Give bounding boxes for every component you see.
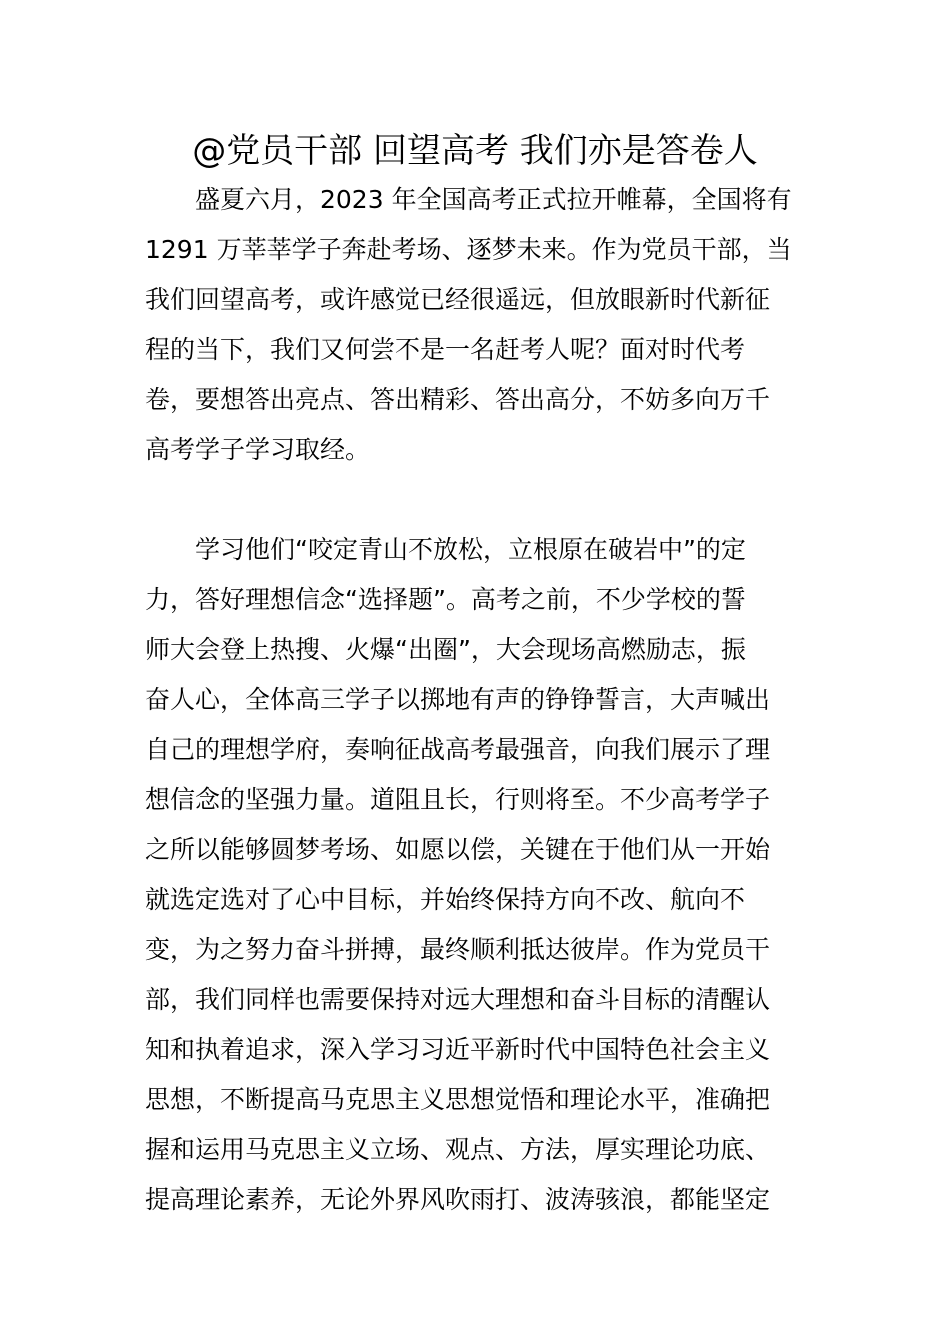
text-line: 我们回望高考，或许感觉已经很遥远，但放眼新时代新征: [145, 285, 771, 314]
document-title: @党员干部 回望高考 我们亦是答卷人: [192, 131, 758, 171]
text-line: 自己的理想学府，奏响征战高考最强音，向我们展示了理: [145, 735, 771, 764]
paragraph-text: [145, 175, 810, 475]
text-line: 程的当下，我们又何尝不是一名赶考人呢？面对时代考: [145, 335, 746, 364]
paragraph-1: [145, 175, 810, 475]
paragraph-2: [145, 525, 810, 1225]
text-line: 思想，不断提高马克思主义思想觉悟和理论水平，准确把: [145, 1085, 771, 1114]
text-line: 变，为之努力奋斗拼搏，最终顺利抵达彼岸。作为党员干: [145, 935, 771, 964]
text-line: 1291 万莘莘学子奔赴考场、逐梦未来。作为党员干部，当: [145, 235, 792, 264]
text-line: 之所以能够圆梦考场、如愿以偿，关键在于他们从一开始: [145, 835, 771, 864]
text-line: 提高理论素养，无论外界风吹雨打、波涛骇浪，都能坚定: [145, 1185, 771, 1214]
text-line: 高考学子学习取经。: [145, 435, 371, 464]
text-line: 握和运用马克思主义立场、观点、方法，厚实理论功底、: [145, 1135, 771, 1164]
text-line: 知和执着追求，深入学习习近平新时代中国特色社会主义: [145, 1035, 771, 1064]
text-line: 学习他们“咬定青山不放松，立根原在破岩中”的定: [195, 535, 746, 564]
paragraph-text: [145, 525, 810, 1225]
text-line: 卷，要想答出亮点、答出精彩、答出高分，不妨多向万千: [145, 385, 771, 414]
text-line: 盛夏六月，2023 年全国高考正式拉开帷幕，全国将有: [195, 185, 792, 214]
text-line: 部，我们同样也需要保持对远大理想和奋斗目标的清醒认: [145, 985, 771, 1014]
text-line: 就选定选对了心中目标，并始终保持方向不改、航向不: [145, 885, 746, 914]
text-line: 想信念的坚强力量。道阻且长，行则将至。不少高考学子: [145, 785, 771, 814]
text-line: 师大会登上热搜、火爆“出圈”，大会现场高燃励志，振: [145, 635, 746, 664]
text-line: 奋人心，全体高三学子以掷地有声的铮铮誓言，大声喊出: [145, 685, 771, 714]
text-line: 力，答好理想信念“选择题”。高考之前，不少学校的誓: [145, 585, 746, 614]
